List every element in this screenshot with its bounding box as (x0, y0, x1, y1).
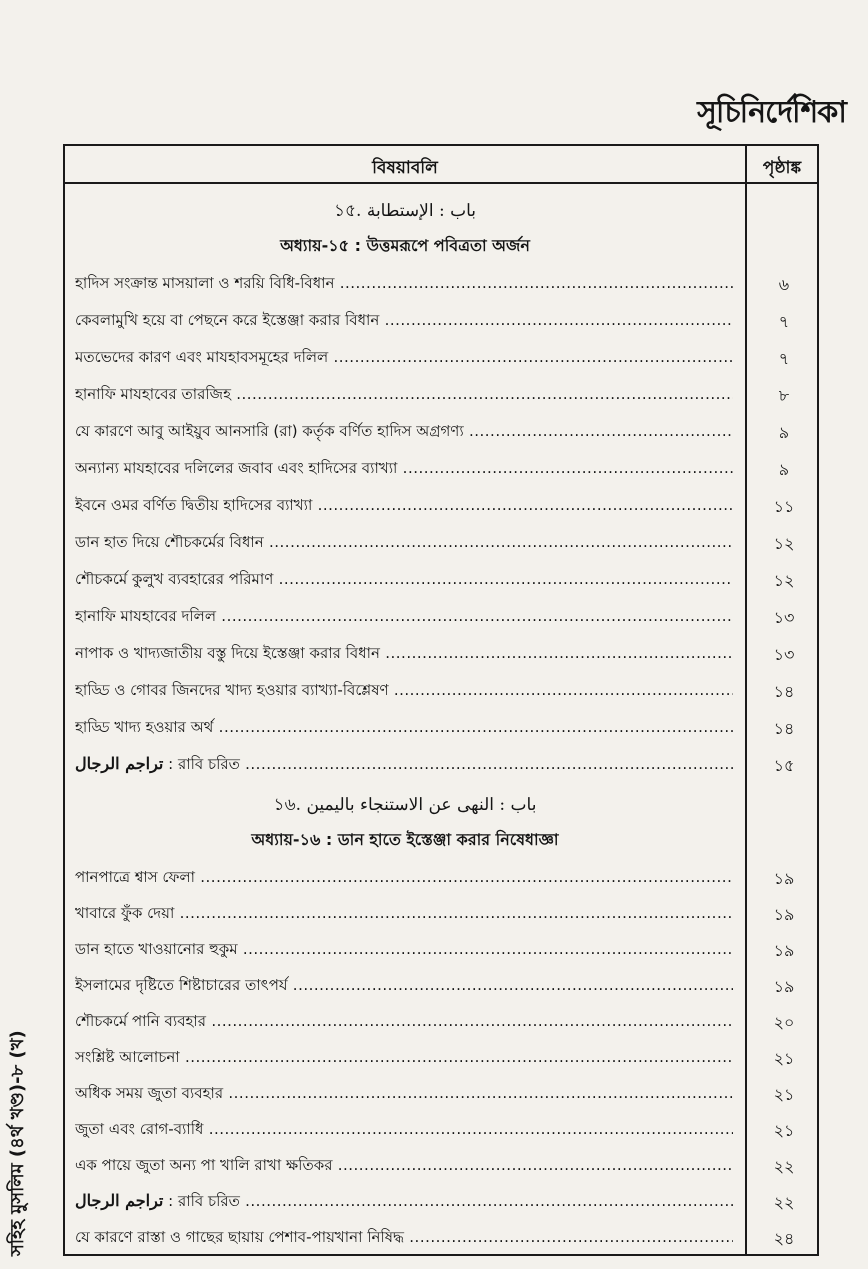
entry-page: ১৩ (773, 608, 795, 627)
entry-topic: মতভেদের কারণ এবং মাযহাবসমূহের দলিল ..... (75, 346, 733, 371)
entry-topic: খাবারে ফুঁক দেয়া ..... (75, 902, 733, 927)
header-topics: বিষয়াবলি (372, 158, 438, 178)
entry-topic: ইসলামের দৃষ্টিতে শিষ্টাচারের তাৎপর্য ..... (75, 974, 733, 999)
toc-entry[interactable] (65, 894, 821, 930)
toc-entry[interactable] (65, 449, 821, 485)
entry-topic: অধিক সময় জুতা ব্যবহার ..... (75, 1082, 733, 1107)
entry-page: ৭ (778, 312, 790, 331)
toc-entry[interactable] (65, 1182, 821, 1218)
entry-topic: জুতা এবং রোগ-ব্যাধি ..... (75, 1118, 733, 1143)
toc-entry[interactable] (65, 597, 821, 633)
entry-page: ২২ (773, 1193, 795, 1212)
running-footer: সহিহ মুসলিম (৪র্থ খণ্ড)-৮ (খ) (7, 1030, 28, 1256)
entry-topic: হানাফি মাযহাবের দলিল ..... (75, 605, 733, 630)
toc-entry[interactable] (65, 1110, 821, 1146)
toc-entry[interactable] (65, 634, 821, 670)
toc-entry[interactable] (65, 1074, 821, 1110)
entry-page: ১২ (773, 571, 795, 590)
bab-heading: ১৫. باب : الإستطابة (333, 201, 477, 221)
entry-page: ১৪ (773, 719, 795, 738)
toc-entry[interactable] (65, 301, 821, 337)
entry-page: ২২ (773, 1157, 795, 1176)
entry-page: ১৩ (773, 645, 795, 664)
section-chapter-15 (65, 233, 745, 260)
entry-page: ১৪ (773, 682, 795, 701)
section-chapter-16 (65, 827, 745, 854)
entry-topic-text: : রাবি চরিত (163, 755, 240, 773)
chapter-heading: অধ্যায়-১৫ : উত্তমরূপে পবিত্রতা অর্জন (280, 236, 530, 255)
entry-topic-arabic: تراجم الرجال (75, 1191, 164, 1210)
section-bab-15 (65, 198, 745, 226)
toc-entry[interactable] (65, 966, 821, 1002)
entry-page: ৬ (778, 275, 790, 294)
toc-entry[interactable] (65, 486, 821, 522)
entry-page: ১৯ (773, 905, 795, 924)
entry-topic: নাপাক ও খাদ্যজাতীয় বস্তু দিয়ে ইস্তেঞ্জা করার বিধান ..... (75, 642, 733, 667)
entry-topic: শৌচকর্মে কুলুখ ব্যবহারের পরিমাণ ..... (75, 568, 733, 593)
entry-topic: যে কারণে রাস্তা ও গাছের ছায়ায় পেশাব-পায়খানা নিষিদ্ধ ..... (75, 1226, 733, 1251)
entry-page: ৯ (778, 460, 790, 479)
entry-page: ৭ (778, 349, 790, 368)
toc-table (63, 144, 819, 1256)
toc-entry[interactable] (65, 412, 821, 448)
toc-entry[interactable] (65, 523, 821, 559)
entry-topic: সংশ্লিষ্ট আলোচনা ..... (75, 1046, 733, 1071)
toc-entry[interactable] (65, 1038, 821, 1074)
entry-topic: পানপাত্রে শ্বাস ফেলা ..... (75, 866, 733, 891)
entry-page: ২৪ (773, 1229, 795, 1248)
entry-topic: হাড্ডি খাদ্য হওয়ার অর্থ ..... (75, 716, 733, 741)
entry-topic: ডান হাতে খাওয়ানোর হুকুম ..... (75, 938, 733, 963)
entry-topic: হাড্ডি ও গোবর জিনদের খাদ্য হওয়ার ব্যাখ্যা-বিশ্লেষণ ..... (75, 679, 733, 704)
entry-page: ২১ (773, 1049, 795, 1068)
table-header (65, 146, 817, 184)
toc-entry[interactable] (65, 858, 821, 894)
toc-entry[interactable] (65, 264, 821, 300)
entry-page: ১২ (773, 534, 795, 553)
entry-page: ২১ (773, 1085, 795, 1104)
entry-page: ১৫ (773, 756, 795, 775)
toc-entry[interactable] (65, 560, 821, 596)
entry-topic: অন্যান্য মাযহাবের দলিলের জবাব এবং হাদিসের ব্যাখ্যা ..... (75, 457, 733, 482)
chapter-heading: অধ্যায়-১৬ : ডান হাতে ইস্তেঞ্জা করার নিষেধাজ্ঞা (251, 830, 559, 849)
toc-entry[interactable] (65, 930, 821, 966)
entry-page: ১৯ (773, 977, 795, 996)
entry-topic-arabic: تراجم الرجال (75, 754, 164, 773)
entry-page: ৮ (778, 386, 790, 405)
entry-topic: হাদিস সংক্রান্ত মাসয়ালা ও শরয়ি বিধি-বিধান ..... (75, 272, 733, 297)
toc-entry[interactable] (65, 708, 821, 744)
entry-page: ১৯ (773, 941, 795, 960)
toc-entry[interactable] (65, 1146, 821, 1182)
entry-topic: ডান হাত দিয়ে শৌচকর্মের বিধান ..... (75, 531, 733, 556)
entry-page: ১৯ (773, 869, 795, 888)
entry-topic: কেবলামুখি হয়ে বা পেছনে করে ইস্তেঞ্জা করার বিধান ..... (75, 309, 733, 334)
entry-page: ১১ (773, 497, 795, 516)
toc-entry[interactable] (65, 671, 821, 707)
toc-entry[interactable] (65, 338, 821, 374)
entry-topic: এক পায়ে জুতা অন্য পা খালি রাখা ক্ষতিকর ..... (75, 1154, 733, 1179)
entry-topic: যে কারণে আবু আইয়ুব আনসারি (রা) কর্তৃক বর্ণিত হাদিস অগ্রগণ্য ..... (75, 420, 733, 445)
entry-page: ২১ (773, 1121, 795, 1140)
entry-topic: শৌচকর্মে পানি ব্যবহার ..... (75, 1010, 733, 1035)
entry-topic (75, 753, 733, 778)
entry-page: ২০ (773, 1013, 795, 1032)
entry-topic: হানাফি মাযহাবের তারজিহ ..... (75, 383, 733, 408)
bab-heading: ১৬. باب : النهى عن الاستنجاء باليمين (273, 795, 537, 815)
toc-entry[interactable] (65, 745, 821, 781)
entry-topic-text: : রাবি চরিত (163, 1192, 240, 1210)
section-bab-16 (65, 792, 745, 820)
entry-topic (75, 1190, 733, 1215)
toc-entry[interactable] (65, 375, 821, 411)
toc-entry[interactable] (65, 1002, 821, 1038)
entry-page: ৯ (778, 423, 790, 442)
toc-entry[interactable] (65, 1218, 821, 1254)
entry-topic: ইবনে ওমর বর্ণিত দ্বিতীয় হাদিসের ব্যাখ্যা ..... (75, 494, 733, 519)
header-page-number: পৃষ্ঠাঙ্ক (762, 158, 802, 178)
page-title: সূচিনির্দেশিকা (697, 95, 846, 130)
